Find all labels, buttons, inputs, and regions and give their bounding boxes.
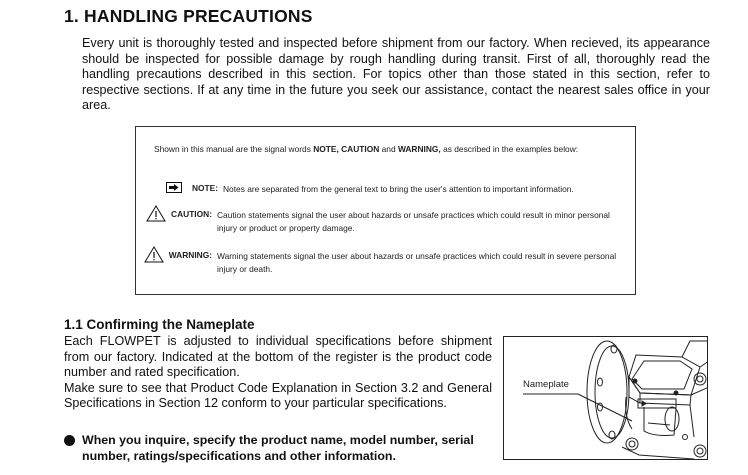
arrow-right-box-icon xyxy=(166,182,182,195)
signal-words-lead: Shown in this manual are the signal words NOTE, CAUTION and WARNING, as described in the examples below: xyxy=(154,144,579,154)
bullet-dot-icon xyxy=(64,435,75,446)
nameplate-paragraph-2: Make sure to see that Product Code Explanation in Section 3.2 and General Specifications in Section 12 conform to your particular specifications. xyxy=(64,380,492,410)
note-label: NOTE: xyxy=(191,183,218,193)
warning-text: Warning statements signal the user about hazards or unsafe practices which could result in severe personal injury or death. xyxy=(217,251,617,274)
section-title: 1. HANDLING PRECAUTIONS xyxy=(64,6,313,26)
inquiry-bullet-text: When you inquire, specify the product name, model number, serial number, ratings/specifications and other information. xyxy=(82,433,474,463)
subsection-title: 1.1 Confirming the Nameplate xyxy=(64,317,255,332)
caution-label: CAUTION: xyxy=(171,209,212,219)
warning-label: WARNING: xyxy=(168,250,212,260)
intro-paragraph: Every unit is thoroughly tested and inspected before shipment from our factory. When recieved, its appearance should be inspected for possible damage by rough handling during transit. First of all, thoroughly read the handling precautions described in this section. For topics other than those stated in this section, refer to respective sections. If at any time in the future you seek our assistance, contact the nearest sales office in your area. xyxy=(82,36,710,112)
signal-words-box xyxy=(135,126,636,295)
nameplate-paragraphs xyxy=(64,334,492,412)
caution-text: Caution statements signal the user about hazards or unsafe practices which could result in minor personal injury or product or property damage. xyxy=(217,210,610,233)
nameplate-figure xyxy=(503,336,708,460)
nameplate-paragraph-1: Each FLOWPET is adjusted to individual specifications before shipment from our factory. Indicated at the bottom of the register is the product code number and rated specification. xyxy=(64,334,492,379)
note-text: Notes are separated from the general text to bring the user's attention to important information. xyxy=(223,184,574,194)
nameplate-callout-label: Nameplate xyxy=(523,379,569,390)
flowmeter-illustration xyxy=(504,337,708,460)
